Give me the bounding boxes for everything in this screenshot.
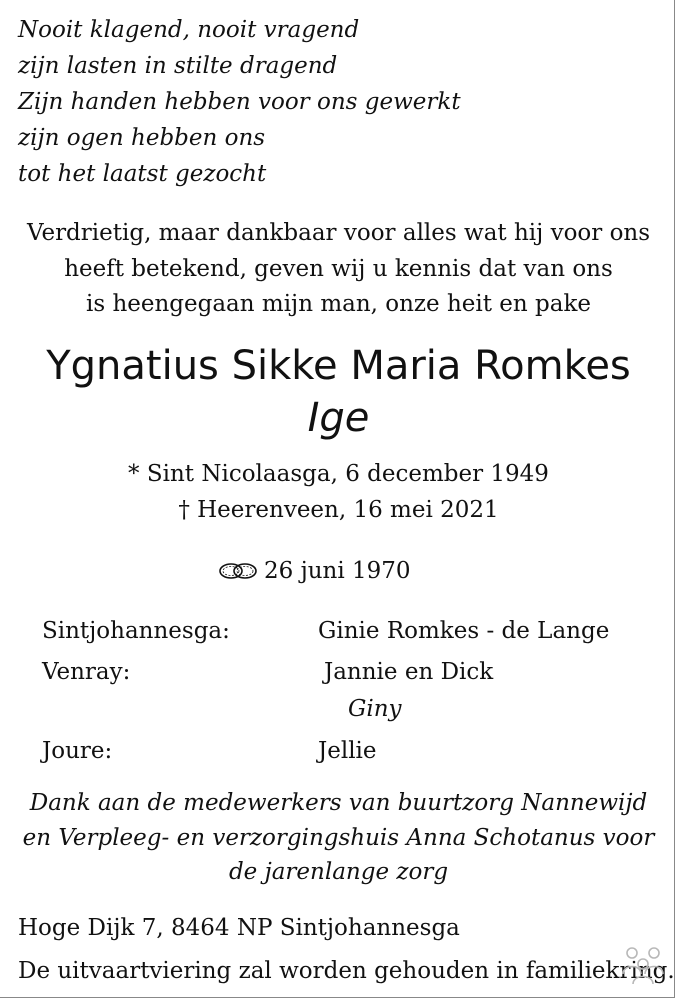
family-names: Jannie en Dick (324, 659, 494, 685)
poem-line: Zijn handen hebben voor ons gewerkt (18, 89, 461, 115)
correspondence-address: Hoge Dijk 7, 8464 NP Sintjohannesga (18, 915, 460, 941)
poem-line: zijn ogen hebben ons (18, 125, 266, 151)
family-place: Venray: (42, 659, 131, 685)
thanks-line: Dank aan de medewerkers van buurtzorg Nannewijd (29, 790, 648, 816)
poem (18, 12, 461, 192)
family-names: Jellie (318, 738, 377, 764)
family-place: Sintjohannesga: (42, 618, 230, 644)
thanks-line: de jarenlange zorg (228, 859, 449, 885)
poem-line: tot het laatst gezocht (18, 161, 267, 187)
intro-text (0, 216, 677, 323)
family-names: Ginie Romkes - de Lange (318, 618, 610, 644)
life-dates (0, 456, 677, 528)
intro-line: is heengegaan mijn man, onze heit en pake (85, 291, 592, 317)
thanks-text (0, 786, 677, 890)
intro-line: Verdrietig, maar dankbaar voor alles wat hij voor ons (26, 220, 651, 246)
intro-line: heeft betekend, geven wij u kennis dat van ons (64, 255, 613, 282)
death-date: † Heerenveen, 16 mei 2021 (178, 497, 499, 523)
wedding-date: 26 juni 1970 (264, 558, 411, 584)
deceased-nickname: Ige (307, 395, 370, 441)
people-logo-icon (620, 944, 666, 986)
birth-date: * Sint Nicolaasga, 6 december 1949 (128, 461, 549, 487)
deceased-full-name: Ygnatius Sikke Maria Romkes (46, 343, 631, 389)
poem-line: Nooit klagend, nooit vragend (18, 17, 360, 43)
poem-line: zijn lasten in stilte dragend (18, 53, 338, 79)
family-place: Joure: (42, 738, 113, 764)
wedding-line (216, 556, 411, 586)
thanks-line: en Verpleeg- en verzorgingshuis Anna Schotanus voor (22, 824, 655, 851)
wedding-rings-icon (216, 560, 260, 582)
family-grandchild: Giny (348, 696, 402, 722)
funeral-note: De uitvaartviering zal worden gehouden in familiekring. (18, 958, 675, 984)
